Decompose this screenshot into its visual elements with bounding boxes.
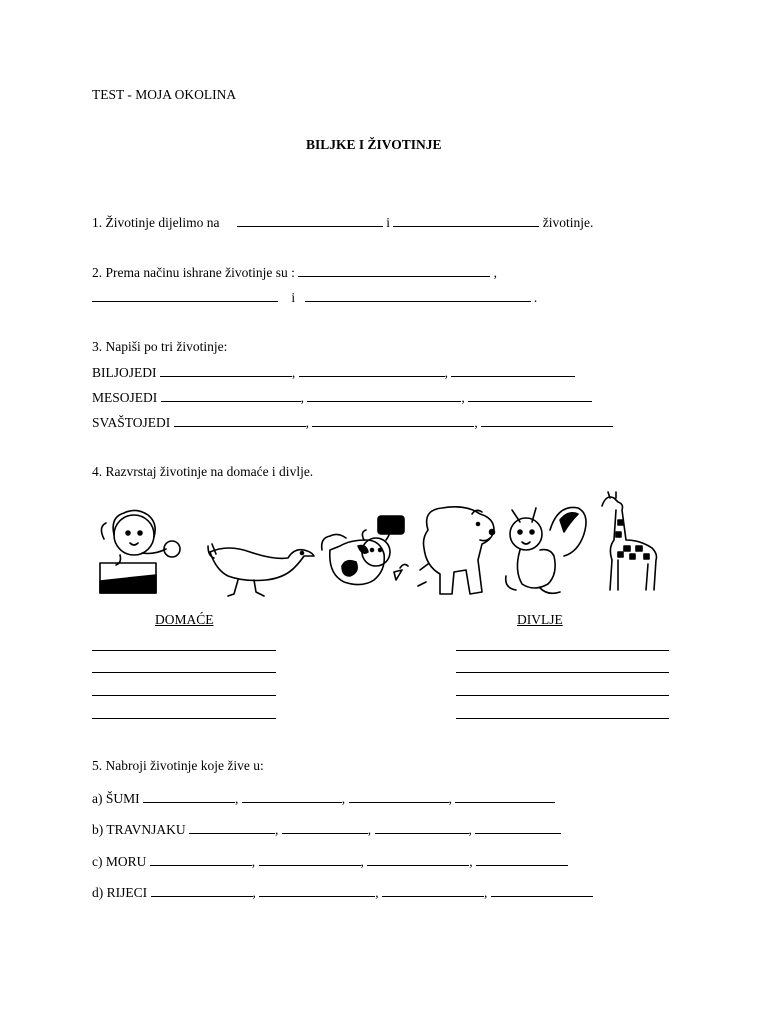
answer-blank[interactable]: [151, 884, 253, 897]
test-title: TEST - MOJA OKOLINA: [92, 87, 237, 102]
row-travnjaku: b) TRAVNJAKU , , ,: [92, 821, 561, 838]
skunk-icon: [504, 500, 590, 600]
answer-blank[interactable]: [150, 853, 252, 866]
answer-blank[interactable]: [174, 414, 306, 427]
answer-blank[interactable]: [367, 853, 469, 866]
domace-answer-line[interactable]: [92, 695, 276, 696]
row-label: a) ŠUMI: [92, 791, 140, 806]
answer-blank[interactable]: [451, 364, 575, 377]
answer-blank[interactable]: [312, 414, 474, 427]
row-label: d) RIJECI: [92, 885, 148, 900]
answer-blank[interactable]: [375, 821, 469, 834]
cow-icon: [316, 510, 416, 600]
row-moru: c) MORU , , ,: [92, 853, 568, 870]
domace-heading: DOMAĆE: [155, 612, 214, 627]
answer-blank[interactable]: [161, 389, 301, 402]
lion-icon: [92, 505, 192, 600]
row-mesojedi: MESOJEDI , ,: [92, 389, 592, 406]
answer-blank[interactable]: [92, 289, 278, 302]
giraffe-icon: [596, 490, 664, 600]
question-3-text: 3. Napiši po tri životinje:: [92, 339, 228, 354]
answer-blank[interactable]: [475, 821, 561, 834]
answer-blank[interactable]: [237, 214, 383, 227]
conjunction: i: [291, 290, 296, 305]
domace-answer-line[interactable]: [92, 650, 276, 651]
goose-icon: [204, 540, 316, 600]
answer-blank[interactable]: [307, 389, 461, 402]
answer-blank[interactable]: [305, 289, 531, 302]
answer-blank[interactable]: [259, 853, 361, 866]
page-title: BILJKE I ŽIVOTINJE: [306, 137, 442, 152]
answer-blank[interactable]: [491, 884, 593, 897]
divlje-answer-line[interactable]: [456, 695, 669, 696]
answer-blank[interactable]: [349, 790, 449, 803]
answer-blank[interactable]: [481, 414, 613, 427]
domace-answer-line[interactable]: [92, 718, 276, 719]
answer-blank[interactable]: [282, 821, 368, 834]
divlje-answer-line[interactable]: [456, 672, 669, 673]
row-svastojedi: SVAŠTOJEDI , ,: [92, 414, 613, 431]
conjunction: i: [386, 215, 390, 230]
row-biljojedi: BILJOJEDI , ,: [92, 364, 575, 381]
divlje-heading: DIVLJE: [517, 612, 563, 627]
row-label: SVAŠTOJEDI: [92, 415, 171, 430]
answer-blank[interactable]: [468, 389, 592, 402]
question-4-text: 4. Razvrstaj životinje na domaće i divlje.: [92, 464, 314, 479]
question-1-end: životinje.: [542, 215, 594, 230]
answer-blank[interactable]: [298, 264, 490, 277]
question-1-text: 1. Životinje dijelimo na: [92, 215, 220, 230]
question-2-line-2: [92, 289, 537, 306]
answer-blank[interactable]: [143, 790, 235, 803]
question-2: [92, 264, 497, 281]
answer-blank[interactable]: [455, 790, 555, 803]
question-1: [92, 214, 593, 231]
question-2-text: 2. Prema načinu ishrane životinje su :: [92, 265, 295, 280]
answer-blank[interactable]: [189, 821, 275, 834]
answer-blank[interactable]: [160, 364, 292, 377]
row-label: b) TRAVNJAKU: [92, 822, 186, 837]
divlje-answer-line[interactable]: [456, 650, 669, 651]
divlje-answer-line[interactable]: [456, 718, 669, 719]
answer-blank[interactable]: [476, 853, 568, 866]
answer-blank[interactable]: [299, 364, 445, 377]
row-label: MESOJEDI: [92, 390, 158, 405]
row-sumi: a) ŠUMI , , ,: [92, 790, 555, 807]
domace-answer-line[interactable]: [92, 672, 276, 673]
period: .: [533, 290, 538, 305]
row-rijeci: d) RIJECI , , ,: [92, 884, 593, 901]
polar-bear-icon: [414, 500, 504, 600]
comma: ,: [493, 265, 497, 280]
answer-blank[interactable]: [242, 790, 342, 803]
answer-blank[interactable]: [393, 214, 539, 227]
question-5-text: 5. Nabroji životinje koje žive u:: [92, 758, 264, 773]
row-label: BILJOJEDI: [92, 365, 157, 380]
row-label: c) MORU: [92, 854, 147, 869]
answer-blank[interactable]: [382, 884, 484, 897]
answer-blank[interactable]: [259, 884, 375, 897]
